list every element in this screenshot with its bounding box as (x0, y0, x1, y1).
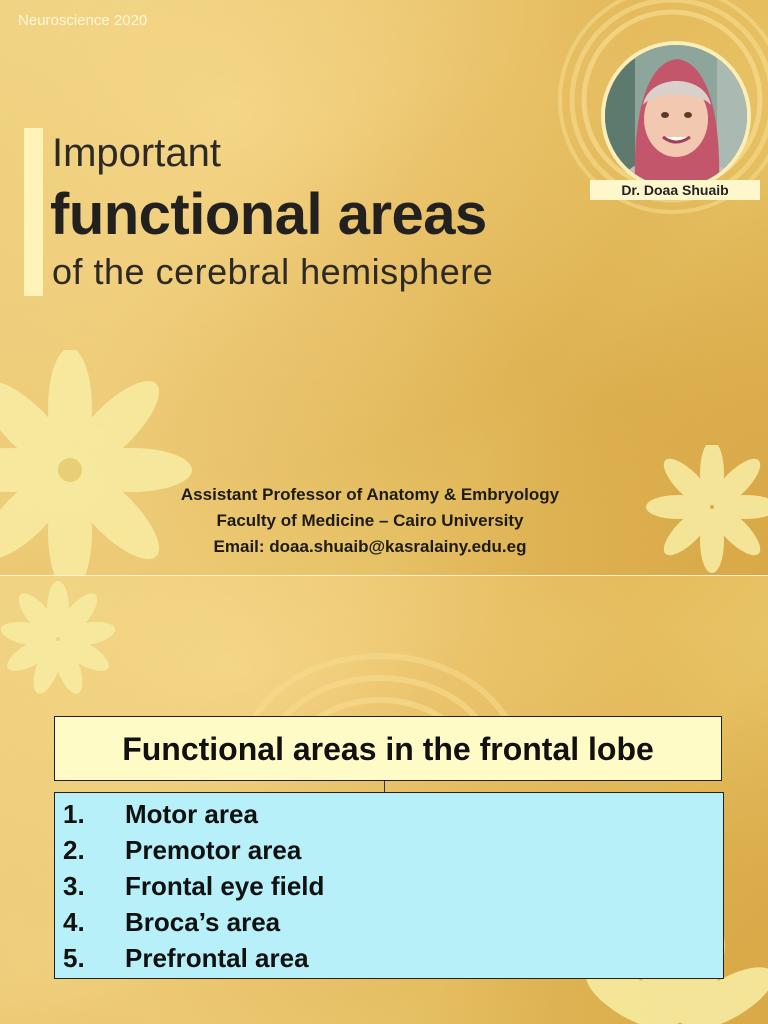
list-item-label: Premotor area (125, 835, 302, 865)
list-item-number: 5. (63, 943, 85, 973)
flower-decoration (640, 445, 768, 573)
list-item-number: 4. (63, 907, 85, 937)
author-photo (601, 41, 751, 191)
title-line-3: of the cerebral hemisphere (52, 251, 494, 292)
list-item-label: Broca’s area (125, 907, 281, 937)
affiliation-block (150, 482, 590, 560)
list-item (63, 835, 301, 866)
list-item-number: 1. (63, 799, 85, 829)
accent-bar (24, 128, 43, 296)
title-line-1: Important (52, 131, 221, 175)
affiliation-line: Email: doaa.shuaib@kasralainy.edu.eg (213, 537, 527, 556)
frontal-areas-list (54, 792, 724, 979)
affiliation-line: Assistant Professor of Anatomy & Embryology (180, 485, 560, 504)
flower-decoration (0, 581, 120, 701)
list-item (63, 943, 309, 974)
author-name: Dr. Doaa Shuaib (590, 180, 760, 200)
list-item (63, 799, 258, 830)
list-item-number: 3. (63, 871, 85, 901)
list-item-label: Frontal eye field (125, 871, 325, 901)
course-tag: Neuroscience 2020 (18, 12, 148, 29)
list-item (63, 871, 324, 902)
list-item (63, 907, 280, 938)
title-line-2: functional areas (50, 182, 487, 247)
affiliation-line: Faculty of Medicine – Cairo University (216, 511, 524, 530)
list-item-label: Prefrontal area (125, 943, 309, 973)
content-slide (0, 576, 768, 1024)
list-item-label: Motor area (125, 799, 258, 829)
section-heading: Functional areas in the frontal lobe (54, 716, 722, 781)
author-photo-icon (605, 45, 747, 187)
list-item-number: 2. (63, 835, 85, 865)
